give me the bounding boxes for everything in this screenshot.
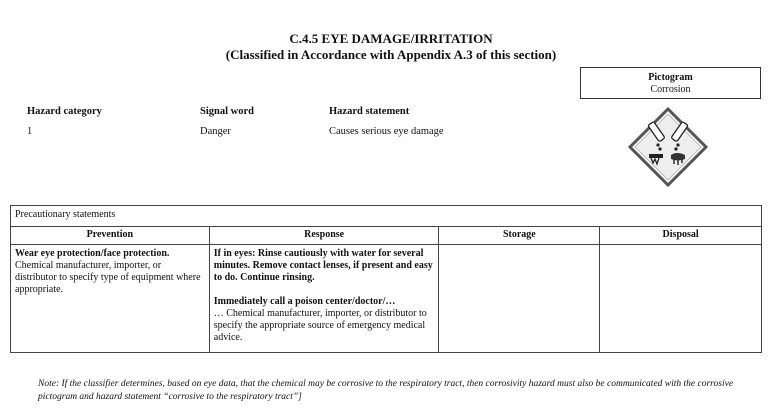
hazard-category-header: Hazard category bbox=[27, 106, 102, 117]
response-bold-text-1: If in eyes: Rinse cautiously with water for several minutes. Remove contact lenses, if present and easy to do. Continue rinsing. bbox=[213, 248, 433, 283]
precautionary-statements-table bbox=[10, 205, 762, 353]
title-line-1: C.4.5 EYE DAMAGE/IRRITATION bbox=[289, 31, 493, 46]
response-bold-text-2: Immediately call a poison center/doctor/… bbox=[213, 296, 396, 307]
signal-word-value: Danger bbox=[200, 126, 231, 137]
hazard-statement-value: Causes serious eye damage bbox=[329, 126, 444, 137]
footnote: Note: If the classifier determines, based on eye data, that the chemical may be corrosive to the respiratory tract, then corrosivity hazard must also be communicated with the corrosive pictogram and hazard statement “corrosive to the respiratory tract”] bbox=[38, 379, 734, 402]
pictogram-heading: Pictogram bbox=[648, 72, 693, 83]
column-header-storage: Storage bbox=[439, 227, 600, 245]
pictogram-label-box bbox=[580, 67, 761, 99]
response-text: … Chemical manufacturer, importer, or distributor to specify the appropriate source of emergency medical advice. bbox=[213, 308, 427, 343]
disposal-cell bbox=[600, 245, 762, 353]
title-line-2: (Classified in Accordance with Appendix A.3 of this section) bbox=[225, 47, 557, 62]
pictogram-name: Corrosion bbox=[650, 84, 691, 95]
response-cell bbox=[209, 245, 439, 353]
corrosion-icon bbox=[628, 107, 708, 187]
hazard-category-value: 1 bbox=[27, 126, 33, 137]
prevention-bold-text: Wear eye protection/face protection. bbox=[15, 248, 170, 259]
signal-word-header: Signal word bbox=[200, 106, 254, 117]
column-header-prevention: Prevention bbox=[11, 227, 210, 245]
page-title bbox=[0, 31, 769, 63]
hazard-statement-header: Hazard statement bbox=[329, 106, 410, 117]
prevention-cell bbox=[11, 245, 210, 353]
prevention-text: Chemical manufacturer, importer, or distributor to specify type of equipment where appropriate. bbox=[15, 260, 201, 295]
precautionary-title: Precautionary statements bbox=[11, 206, 762, 227]
column-header-disposal: Disposal bbox=[600, 227, 762, 245]
storage-cell bbox=[439, 245, 600, 353]
column-header-response: Response bbox=[209, 227, 439, 245]
